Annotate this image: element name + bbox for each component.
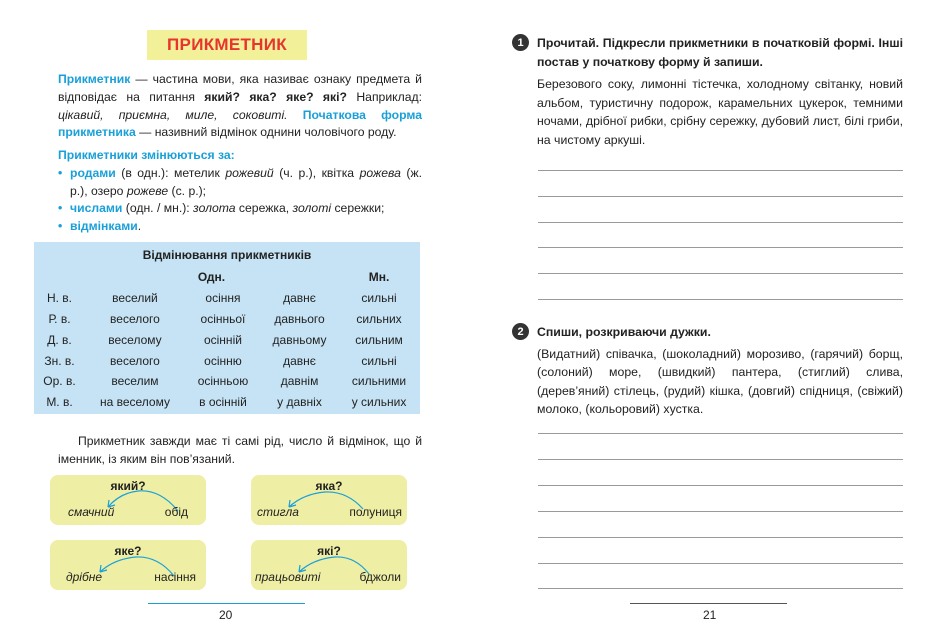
change-item-case (58, 218, 422, 236)
change-item-number (58, 200, 422, 218)
case-cell: Р. в. (36, 310, 83, 329)
change-text: сережки; (331, 201, 385, 216)
task-text: Березового соку, лимонні тістечка, холодному світанку, новий альбом, туристичну подорож, карамельних цукерок, темними ночами, дрібної рибки, срібну сережку, дубовий лист, білі гриби, на чистому аркуші. (537, 77, 903, 147)
table-header-singular: Одн. (85, 268, 338, 287)
writing-line (538, 247, 903, 248)
change-key: числами (70, 201, 123, 216)
definition-text: — частина мови, яка називає ознаку предмета й відповідає на питання (58, 72, 422, 104)
case-cell: Д. в. (36, 330, 83, 349)
example-question: який? (110, 479, 146, 493)
agreement-note (58, 432, 422, 468)
table-header-empty (36, 268, 83, 287)
change-item-gender (58, 165, 422, 201)
table-cell: у сильних (340, 393, 418, 412)
writing-line (538, 222, 903, 223)
example-adjective: стигла (257, 505, 299, 519)
change-text: сережка, (235, 201, 293, 216)
change-text: . (137, 219, 142, 234)
example-noun: насіння (154, 570, 196, 584)
definition-paragraph (58, 71, 422, 142)
table-row (36, 351, 418, 370)
table-row (36, 372, 418, 391)
table-cell: сильні (340, 351, 418, 370)
writing-line (538, 196, 903, 197)
examples-inline: цікавий, приємна, миле, соковиті. (58, 107, 288, 122)
table-row (36, 393, 418, 412)
changes-heading: Прикметники змінюються за: (58, 148, 235, 162)
change-key: відмінками (70, 219, 138, 234)
table-cell: давнім (261, 372, 338, 391)
table-cell: сильними (340, 372, 418, 391)
footer-rule (630, 603, 787, 604)
writing-line (538, 537, 903, 538)
example-box (251, 540, 407, 590)
example-question: які? (317, 544, 341, 558)
page-title: ПРИКМЕТНИК (147, 30, 307, 60)
writing-line (538, 485, 903, 486)
table-cell: осінньої (187, 310, 259, 329)
change-text: (одн. / мн.): (122, 201, 194, 216)
task-2 (537, 323, 903, 419)
example-question: яке? (114, 544, 142, 558)
change-text: (в одн.): метелик (115, 165, 226, 180)
task-heading: Прочитай. Підкресли прикметники в початковій формі. Інші постав у початкову форму й запиши. (537, 36, 903, 69)
example-question: яка? (315, 479, 343, 493)
table-caption: Відмінювання прикметників (36, 244, 418, 266)
case-cell: Н. в. (36, 289, 83, 308)
example-noun: обід (164, 505, 188, 519)
definition-text-2: Наприклад: (346, 89, 422, 104)
change-text: (ж. р.), озеро (70, 165, 423, 198)
table-cell: на веселому (85, 393, 185, 412)
case-cell: Ор. в. (36, 372, 83, 391)
table-cell: давнє (261, 351, 338, 370)
example-box (50, 475, 206, 525)
table-cell: давнього (261, 310, 338, 329)
example-adjective: працьовиті (255, 570, 321, 584)
changes-section (58, 147, 422, 236)
task-number-badge: 1 (512, 34, 529, 51)
example-noun: полуниця (349, 505, 402, 519)
table-cell: сильним (340, 330, 418, 349)
table-cell: давньому (261, 330, 338, 349)
initial-form-term: Початкова форма прикметника (58, 107, 422, 140)
page-number: 20 (219, 608, 233, 622)
task-1 (537, 34, 903, 149)
change-key: родами (70, 165, 116, 180)
example-noun: бджоли (359, 570, 401, 584)
writing-line (538, 433, 903, 434)
table-cell: осінньою (187, 372, 259, 391)
table-header-plural: Мн. (340, 268, 418, 287)
table-cell: у давніх (261, 393, 338, 412)
table-cell: веселим (85, 372, 185, 391)
case-cell: М. в. (36, 393, 83, 412)
agreement-note-text: Прикметник завжди має ті самі рід, число й відмінок, що й іменник, із яким він пов’язаний. (58, 434, 422, 466)
writing-line (538, 170, 903, 171)
example-box (50, 540, 206, 590)
example-adjective: дрібне (66, 570, 102, 584)
task-number-badge: 2 (512, 323, 529, 340)
table-row (36, 310, 418, 329)
table-cell: осіння (187, 289, 259, 308)
table-cell: веселому (85, 330, 185, 349)
case-cell: Зн. в. (36, 351, 83, 370)
example-adjective: смачний (68, 505, 115, 519)
table-cell: сильних (340, 310, 418, 329)
footer-rule (148, 603, 305, 604)
change-example: золота (193, 201, 236, 216)
writing-line (538, 273, 903, 274)
writing-line (538, 511, 903, 512)
table-cell: осінню (187, 351, 259, 370)
table-cell: сильні (340, 289, 418, 308)
writing-line (538, 588, 903, 589)
table-cell: веселий (85, 289, 185, 308)
table-cell: веселого (85, 351, 185, 370)
table-cell: веселого (85, 310, 185, 329)
page-number: 21 (703, 608, 717, 622)
table-cell: осінній (187, 330, 259, 349)
writing-line (538, 299, 903, 300)
change-text: (ч. р.), квітка (273, 165, 360, 180)
task-heading: Спиши, розкриваючи дужки. (537, 325, 711, 339)
table-row (36, 289, 418, 308)
term: Прикметник (58, 72, 131, 86)
table-cell: в осінній (187, 393, 259, 412)
change-text: (с. р.); (168, 183, 207, 198)
right-page (470, 0, 939, 635)
writing-line (538, 459, 903, 460)
declension-table (34, 242, 420, 414)
example-box (251, 475, 407, 525)
task-text: (Видатний) співачка, (шоколадний) морозиво, (гарячий) борщ, (солоний) море, (швидкий) пантера, (стиглий) слива, (дерев’яний) стілець, (рудий) кішка, (довгий) спідниця, (свіжий) молоко, (кольоровий) хустка. (537, 346, 903, 416)
change-example: золоті (292, 201, 332, 216)
change-example: рожева (359, 165, 401, 180)
change-example: рожеве (126, 183, 169, 198)
writing-line (538, 563, 903, 564)
table-row (36, 330, 418, 349)
definition-text-3: — називний відмінок однини чоловічого роду. (135, 125, 397, 140)
table-cell: давнє (261, 289, 338, 308)
questions: який? яка? яке? які? (204, 89, 347, 104)
change-example: рожевий (225, 165, 274, 180)
